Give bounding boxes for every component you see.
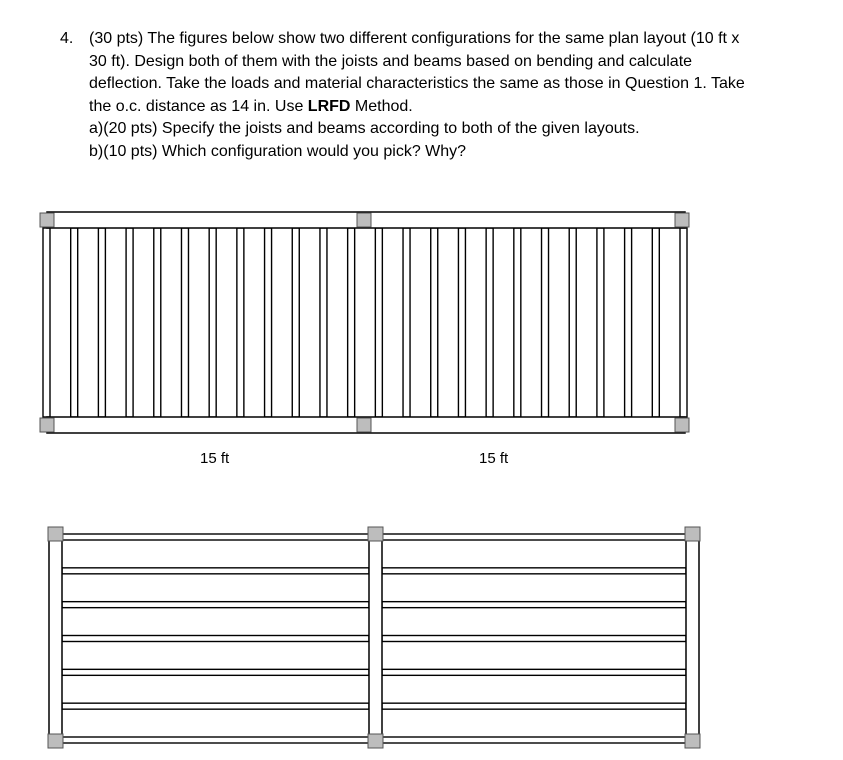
fig2-column [685, 734, 700, 748]
fig2-joist [382, 534, 686, 540]
fig2-joist [382, 703, 686, 709]
fig1-joist [98, 228, 105, 417]
part-a-label: a) [89, 120, 104, 137]
fig2-column [48, 527, 63, 541]
fig2-middle-beam [369, 530, 382, 744]
fig2-joist [62, 568, 369, 574]
fig1-joist [209, 228, 216, 417]
question-line: 30 ft). Design both of them with the joists and beams based on bending and calculate [89, 52, 693, 70]
fig1-joist [680, 228, 687, 417]
fig2-joist [382, 602, 686, 608]
fig2-joist [62, 602, 369, 608]
fig1-joist [126, 228, 133, 417]
fig1-joist [597, 228, 604, 417]
span-label-left: 15 ft [200, 450, 230, 467]
fig1-joist [265, 228, 272, 417]
fig1-column [40, 213, 54, 227]
fig1-joist [431, 228, 438, 417]
fig1-joist [154, 228, 161, 417]
fig1-joist [652, 228, 659, 417]
fig2-joist [62, 703, 369, 709]
fig1-column [357, 213, 371, 227]
fig1-column [357, 418, 371, 432]
fig2-joist [382, 568, 686, 574]
question-line: deflection. Take the loads and material characteristics the same as those in Question 1. Take [89, 75, 745, 92]
fig1-joist [43, 228, 50, 417]
part-b-label: b) [89, 142, 104, 160]
fig1-joist [237, 228, 244, 417]
fig2-column [368, 734, 383, 748]
fig1-joist [542, 228, 549, 417]
fig2-column [48, 734, 63, 748]
fig2-joist [62, 534, 369, 540]
fig2-column [685, 527, 700, 541]
fig2-joist [382, 669, 686, 675]
figure-2-layout [48, 527, 700, 748]
lrfd-bold: LRFD [307, 97, 351, 115]
fig1-joist [625, 228, 632, 417]
fig1-column [40, 418, 54, 432]
fig2-left-beam [49, 530, 62, 744]
fig1-joist [181, 228, 188, 417]
fig1-joist [514, 228, 521, 417]
fig1-joist [375, 228, 382, 417]
fig1-joist [403, 228, 410, 417]
fig2-joist [62, 669, 369, 675]
fig2-joist [382, 737, 686, 743]
fig2-column [368, 527, 383, 541]
fig2-joist [62, 737, 369, 743]
fig2-joist [382, 636, 686, 642]
question-number: 4. [60, 30, 74, 47]
figure-1-joists [43, 228, 687, 417]
part-b-text: (10 pts) Which configuration would you pick? Why? [103, 142, 467, 160]
figure-1-layout [40, 212, 689, 433]
fig1-joist [458, 228, 465, 417]
fig1-column [675, 213, 689, 227]
fig2-right-beam [686, 530, 699, 744]
question-line: (30 pts) The figures below show two different configurations for the same plan layout (10 ft x [89, 30, 740, 47]
fig1-joist [348, 228, 355, 417]
part-a-text: (20 pts) Specify the joists and beams according to both of the given layouts. [103, 120, 640, 137]
fig1-joist [71, 228, 78, 417]
fig2-joist [62, 636, 369, 642]
fig1-joist [486, 228, 493, 417]
fig1-joist [569, 228, 576, 417]
fig1-joist [320, 228, 327, 417]
fig1-joist [292, 228, 299, 417]
span-label-right: 15 ft [479, 450, 509, 467]
fig1-column [675, 418, 689, 432]
line-text: Method. [350, 97, 413, 115]
line-text: the o.c. distance as 14 in. Use [89, 97, 308, 115]
